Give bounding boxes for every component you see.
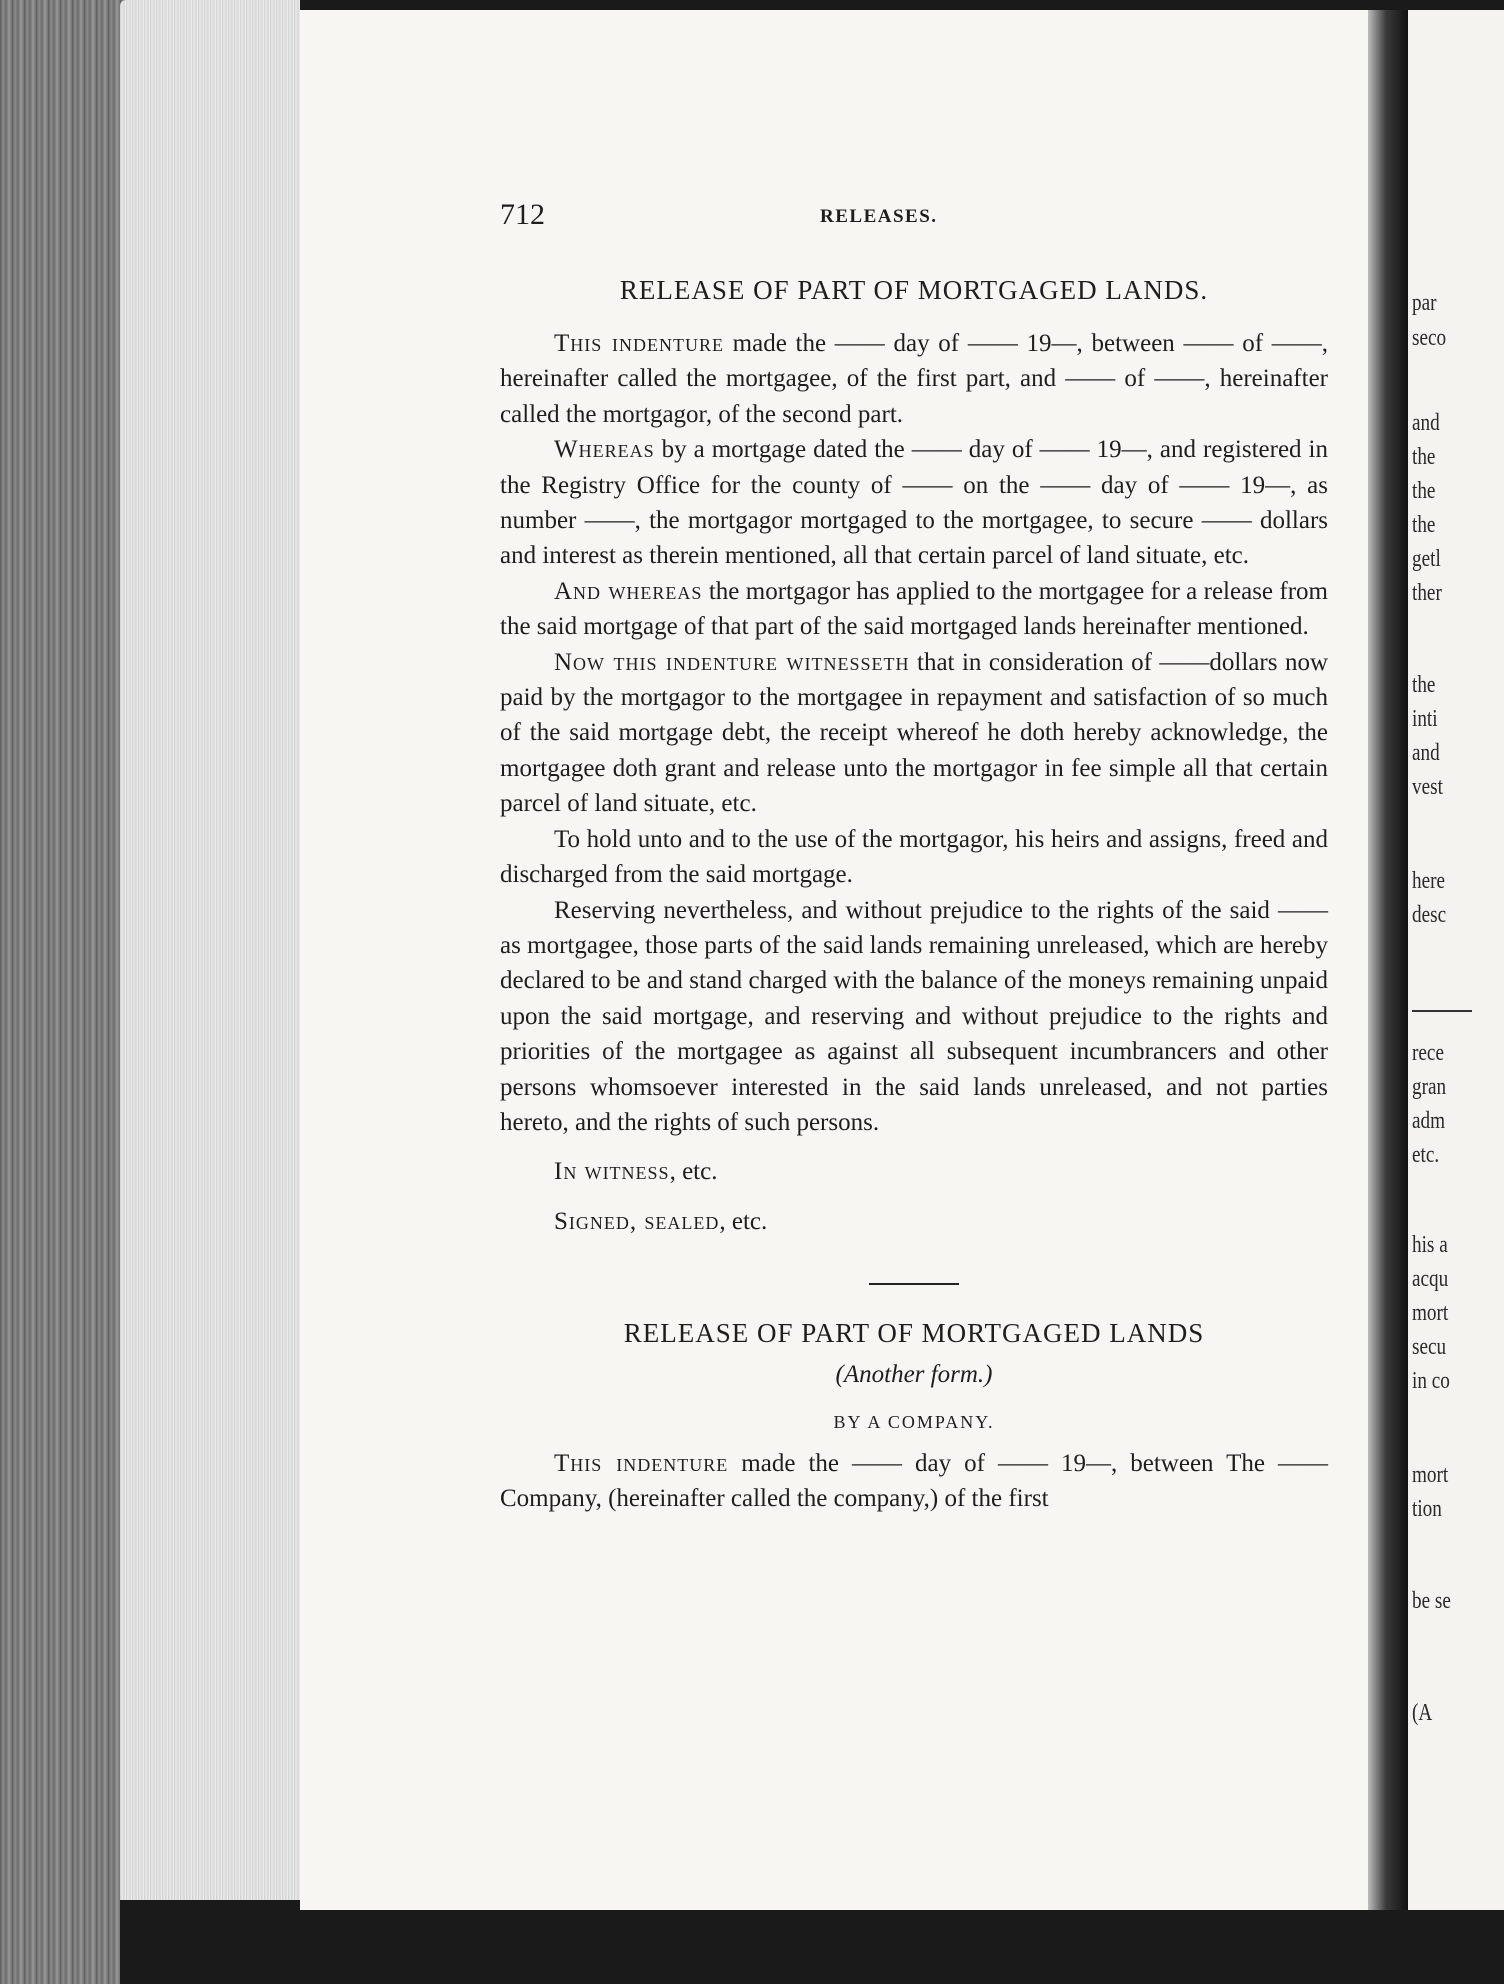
paragraph-text: the mortgagor has applied to the mortgagee for a release from the said mortgage of that part of the said mortgaged lands hereinafter mentioned. xyxy=(500,577,1329,641)
fragment: be se xyxy=(1412,1588,1451,1614)
form2-by-company: BY A COMPANY. xyxy=(833,1411,995,1432)
fragment: mort xyxy=(1412,1300,1449,1326)
form1-paragraph-4 xyxy=(500,645,1328,822)
fragment: and xyxy=(1412,410,1440,436)
lead-words: This indenture xyxy=(554,1449,729,1477)
fragment: tion xyxy=(1412,1496,1442,1522)
fragment: in co xyxy=(1412,1368,1450,1394)
form1-paragraph-5: To hold unto and to the use of the mortgagor, his heirs and assigns, freed and discharged from the said mortgage. xyxy=(500,825,1328,889)
fragment: the xyxy=(1412,478,1436,504)
fragment: (A xyxy=(1412,1700,1433,1726)
fragment: mort xyxy=(1412,1462,1449,1488)
form2-subtitle: (Another form.) xyxy=(835,1361,993,1389)
fragment: here xyxy=(1412,868,1446,894)
paragraph-text: made the —— day of —— 19—, between —— of ——, hereinafter called the mortgagee, of the first part, and —— of ——, hereinafter called the mortgagor, of the second part. xyxy=(500,330,1328,428)
fragment: adm xyxy=(1412,1108,1446,1134)
paragraph-text: that in consideration of ——dollars now paid by the mortgagor to the mortgagee in repayment and satisfaction of so much of the said mortgage debt, the receipt whereof he doth hereby acknowledge, the mortgagee doth grant and release unto the mortgagor in fee simple all that certain parcel of land situate, etc. xyxy=(500,648,1328,818)
facing-page-rule xyxy=(1412,1010,1472,1012)
form1-paragraph-2 xyxy=(500,432,1328,574)
fragment: the xyxy=(1412,672,1436,698)
fragment: par xyxy=(1412,290,1437,316)
form1-in-witness xyxy=(500,1154,1328,1189)
lead-words: Now this indenture witnesseth xyxy=(554,648,910,676)
lead-words: Whereas xyxy=(554,436,655,464)
section-divider xyxy=(869,1283,959,1285)
paragraph-text: made the —— day of —— 19—, between The —— Company, (hereinafter called the company,) of the first xyxy=(500,1449,1328,1513)
lead-words: This indenture xyxy=(554,330,724,357)
shadow-bottom xyxy=(120,1900,1370,1984)
running-head xyxy=(500,198,1360,238)
page-number: 712 xyxy=(500,198,545,231)
paragraph-text: , etc. xyxy=(669,1158,718,1186)
fragment: ther xyxy=(1412,580,1442,606)
fragment: and xyxy=(1412,740,1440,766)
facing-page-fragment xyxy=(1408,10,1504,1910)
lead-words: And whereas xyxy=(554,577,703,605)
lead-words: In witness xyxy=(554,1158,670,1186)
spacer xyxy=(500,1140,1328,1154)
form2-title: RELEASE OF PART OF MORTGAGED LANDS xyxy=(623,1318,1205,1349)
form1-paragraph-3 xyxy=(500,574,1328,645)
lead-words: Signed, sealed xyxy=(554,1207,720,1235)
fragment: the xyxy=(1412,512,1436,538)
fragment: desc xyxy=(1412,902,1447,928)
page-712 xyxy=(300,10,1368,1910)
fragment: inti xyxy=(1412,706,1438,732)
text-block xyxy=(500,272,1328,1517)
fragment: gran xyxy=(1412,1074,1447,1100)
paragraph-text: by a mortgage dated the —— day of —— 19—, and registered in the Registry Office for the county of —— on the —— day of —— 19—, as number ——, the mortgagor mortgaged to the mortgagee, to secure —— dollars and interest as therein mentioned, all that certain parcel of land situate, etc. xyxy=(500,436,1328,570)
fragment: rece xyxy=(1412,1040,1444,1066)
page-edges xyxy=(120,0,300,1984)
fragment: etc. xyxy=(1412,1142,1440,1168)
paragraph-text: , etc. xyxy=(719,1207,768,1235)
spacer xyxy=(500,1190,1328,1204)
fragment: vest xyxy=(1412,774,1443,800)
form1-paragraph-6: Reserving nevertheless, and without prejudice to the rights of the said —— as mortgagee, those parts of the said lands remaining unreleased, which are hereby declared to be and stand charged with the balance of the moneys remaining unpaid upon the said mortgage, and reserving and without prejudice to the rights and priorities of the mortgagee as against all subsequent incumbrancers and other persons whomsoever interested in the said lands unreleased, and not parties hereto, and the rights of such persons. xyxy=(500,896,1328,1136)
form1-title: RELEASE OF PART OF MORTGAGED LANDS. xyxy=(619,275,1209,305)
fragment: his a xyxy=(1412,1232,1448,1258)
fragment: seco xyxy=(1412,325,1447,351)
fragment: secu xyxy=(1412,1334,1447,1360)
form2-paragraph-1 xyxy=(500,1446,1328,1517)
book-gutter xyxy=(1368,10,1408,1910)
form1-paragraph-1 xyxy=(500,326,1328,432)
fragment: the xyxy=(1412,444,1436,470)
form1-signed-sealed xyxy=(500,1204,1328,1239)
fragment: acqu xyxy=(1412,1266,1449,1292)
section-name: RELEASES. xyxy=(820,206,938,227)
fragment: getl xyxy=(1412,546,1441,572)
